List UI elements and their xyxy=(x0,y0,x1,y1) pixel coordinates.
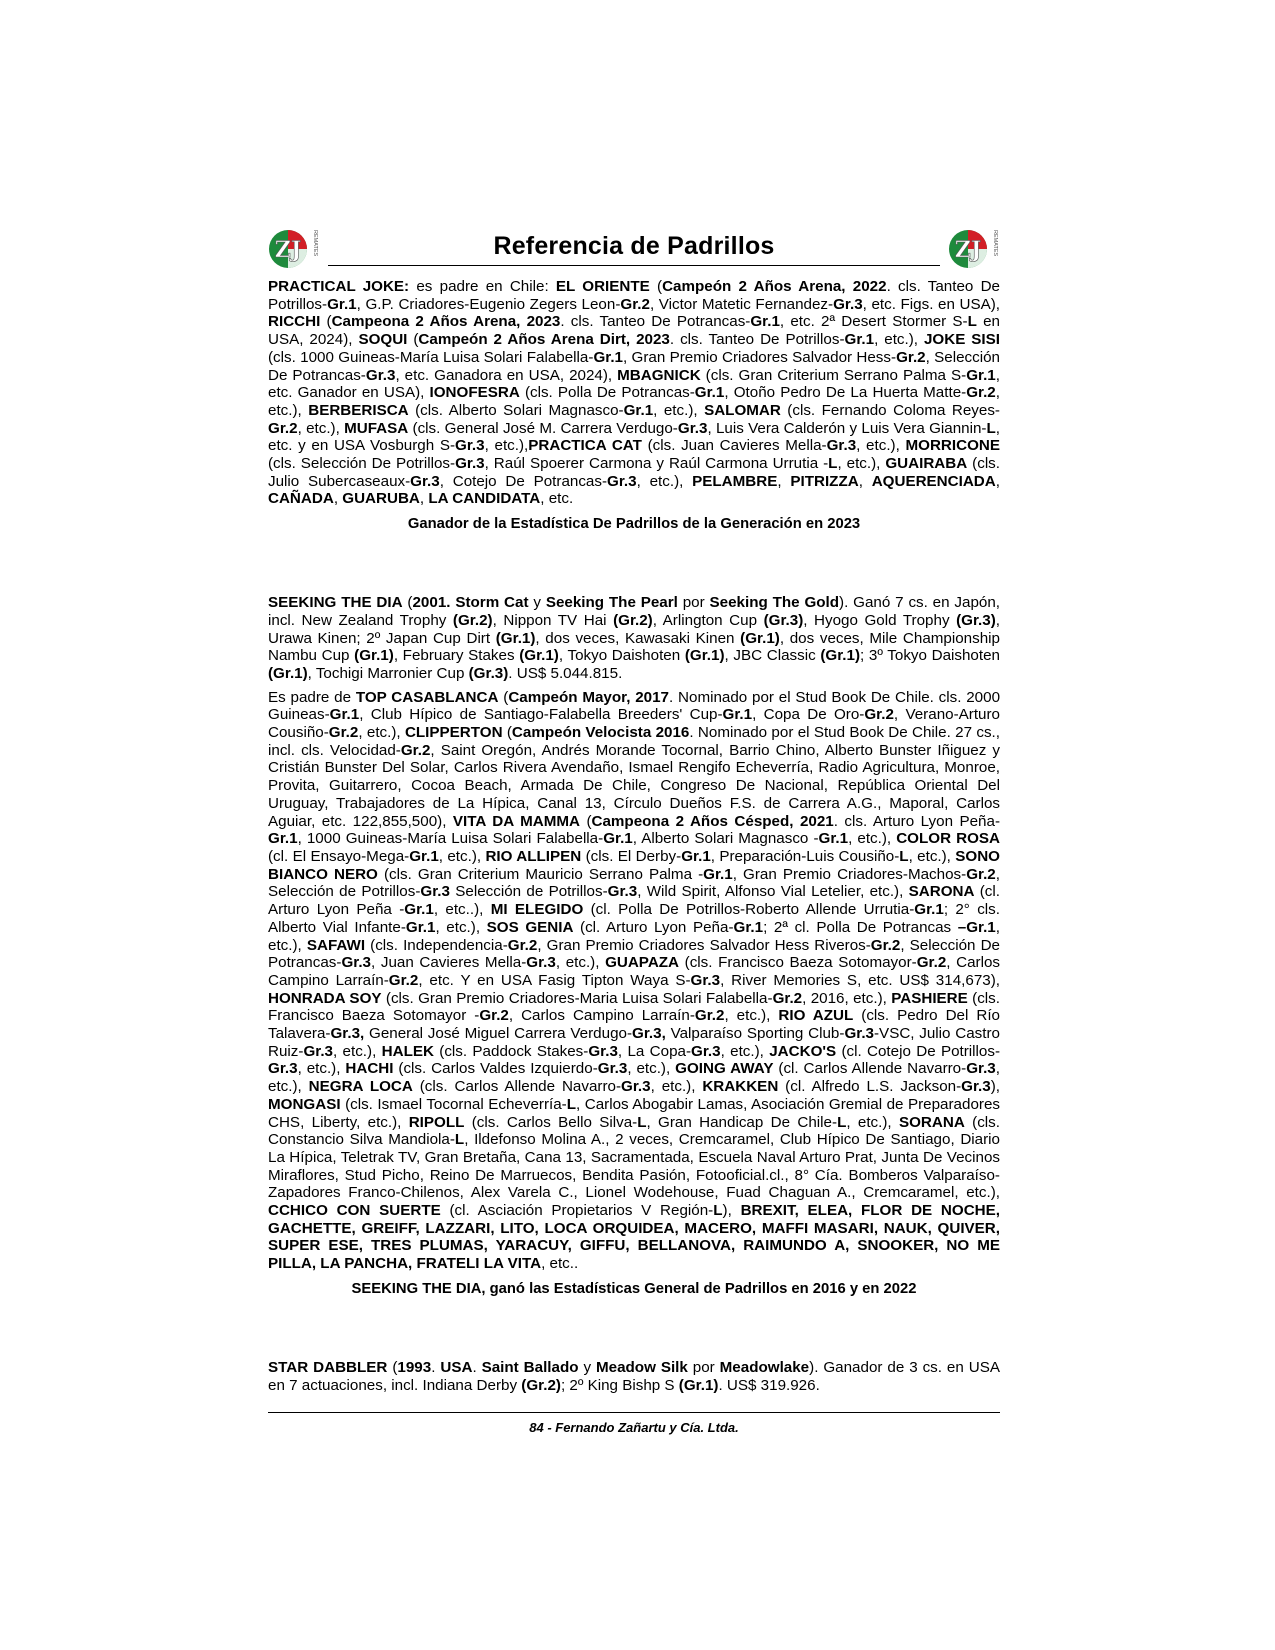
page-footer: 84 - Fernando Zañartu y Cía. Ltda. xyxy=(529,1420,739,1435)
section-seeking-the-dia xyxy=(268,594,1000,1297)
footer-rule xyxy=(268,1412,1000,1413)
statistics-note: Ganador de la Estadística De Padrillos de la Generación en 2023 xyxy=(407,516,861,533)
statistics-note: SEEKING THE DIA, ganó las Estadísticas General de Padrillos en 2016 y en 2022 xyxy=(351,1280,917,1297)
zj-remates-logo xyxy=(268,222,320,270)
header-rule xyxy=(328,265,940,266)
svg-text:REMATES: REMATES xyxy=(992,230,998,257)
page-title: Referencia de Padrillos xyxy=(493,232,775,260)
stallion-paragraph: STAR DABBLER (1993. USA. Saint Ballado y Meadow Silk por Meadowlake). Ganador de 3 cs. en USA en 7 actuaciones, incl. Indiana Derby (Gr.2); 2º King Bishp S (Gr.1). US$ 319.926. xyxy=(268,1358,1000,1394)
stallion-paragraph: PRACTICAL JOKE: es padre en Chile: EL ORIENTE (Campeón 2 Años Arena, 2022. cls. Tanteo De Potrillos-Gr.1, G.P. Criadores-Eugenio Zegers Leon-Gr.2, Victor Matetic Fernandez-Gr.3, etc. Figs. en USA), RICCHI (Campeona 2 Años Arena, 2023. cls. Tanteo De Potrancas-Gr.1, etc. 2ª Desert Stormer S-L en USA, 2024), SOQUI (Campeón 2 Años Arena Dirt, 2023. cls. Tanteo De Potrillos-Gr.1, etc.), JOKE SISI (cls. 1000 Guineas-María Luisa Solari Falabella-Gr.1, Gran Premio Criadores Salvador Hess-Gr.2, Selección De Potrancas-Gr.3, etc. Ganadora en USA, 2024), MBAGNICK (cls. Gran Criterium Serrano Palma S-Gr.1, etc. Ganador en USA), IONOFESRA (cls. Polla De Potrancas-Gr.1, Otoño Pedro De La Huerta Matte-Gr.2, etc.), BERBERISCA (cls. Alberto Solari Magnasco-Gr.1, etc.), SALOMAR (cls. Fernando Coloma Reyes-Gr.2, etc.), MUFASA (cls. General José M. Carrera Verdugo-Gr.3, Luis Vera Calderón y Luis Vera Giannin-L, etc. y en USA Vosburgh S-Gr.3, etc.),PRACTICA CAT (cls. Juan Cavieres Mella-Gr.3, etc.), MORRICONE (cls. Selección De Potrillos-Gr.3, Raúl Spoerer Carmona y Raúl Carmona Urrutia -L, etc.), GUAIRABA (cls. Julio Subercaseaux-Gr.3, Cotejo De Potrancas-Gr.3, etc.), PELAMBRE, PITRIZZA, AQUERENCIADA, CAÑADA, GUARUBA, LA CANDIDATA, etc. xyxy=(268,278,1001,508)
svg-text:REMATES: REMATES xyxy=(312,230,318,257)
progeny-paragraph: Es padre de TOP CASABLANCA (Campeón Mayor, 2017. Nominado por el Stud Book De Chile. cls. 2000 Guineas-Gr.1, Club Hípico de Santiago-Falabella Breeders' Cup-Gr.1, Copa De Oro-Gr.2, Verano-Arturo Cousiño-Gr.2, etc.), CLIPPERTON (Campeón Velocista 2016. Nominado por el Stud Book De Chile. 27 cs., incl. cls. Velocidad-Gr.2, Saint Oregón, Andrés Morande Tocornal, Barrio Chino, Alberto Bunster Iñiguez y Cristián Bunster Del Solar, Carlos Rivera Avendaño, Ismael Rengifo Echeverría, Radio Agricultura, Monroe, Provita, Guitarrero, Cocoa Beach, Armada De Chile, Congreso De Nacional, República Oriental Del Uruguay, Trabajadores de La Hípica, Canal 13, Círculo Dueños F.S. de Carrera A.G., Maporal, Carlos Aguiar, etc. 122,855,500), VITA DA MAMMA (Campeona 2 Años Césped, 2021. cls. Arturo Lyon Peña-Gr.1, 1000 Guineas-María Luisa Solari Falabella-Gr.1, Alberto Solari Magnasco -Gr.1, etc.), COLOR ROSA (cl. El Ensayo-Mega-Gr.1, etc.), RIO ALLIPEN (cls. El Derby-Gr.1, Preparación-Luis Cousiño-L, etc.), SONO BIANCO NERO (cls. Gran Criterium Mauricio Serrano Palma -Gr.1, Gran Premio Criadores-Machos-Gr.2, Selección de Potrillos-Gr.3 Selección de Potrillos-Gr.3, Wild Spirit, Alfonso Vial Letelier, etc.), SARONA (cl. Arturo Lyon Peña -Gr.1, etc..), MI ELEGIDO (cl. Polla De Potrillos-Roberto Allende Urrutia-Gr.1; 2° cls. Alberto Vial Infante-Gr.1, etc.), SOS GENIA (cl. Arturo Lyon Peña-Gr.1; 2ª cl. Polla De Potrancas –Gr.1, etc.), SAFAWI (cls. Independencia-Gr.2, Gran Premio Criadores Salvador Hess Riveros-Gr.2, Selección De Potrancas-Gr.3, Juan Cavieres Mella-Gr.3, etc.), GUAPAZA (cls. Francisco Baeza Sotomayor-Gr.2, Carlos Campino Larraín-Gr.2, etc. Y en USA Fasig Tipton Waya S-Gr.3, River Memories S, etc. US$ 314,673), HONRADA SOY (cls. Gran Premio Criadores-Maria Luisa Solari Falabella-Gr.2, 2016, etc.), PASHIERE (cls. Francisco Baeza Sotomayor -Gr.2, Carlos Campino Larraín-Gr.2, etc.), RIO AZUL (cls. Pedro Del Río Talavera-Gr.3, General José Miguel Carrera Verdugo-Gr.3, Valparaíso Sporting Club-Gr.3-VSC, Julio Castro Ruiz-Gr.3, etc.), HALEK (cls. Paddock Stakes-Gr.3, La Copa-Gr.3, etc.), JACKO'S (cl. Cotejo De Potrillos-Gr.3, etc.), HACHI (cls. Carlos Valdes Izquierdo-Gr.3, etc.), GOING AWAY (cl. Carlos Allende Navarro-Gr.3, etc.), NEGRA LOCA (cls. Carlos Allende Navarro-Gr.3, etc.), KRAKKEN (cl. Alfredo L.S. Jackson-Gr.3), MONGASI (cls. Ismael Tocornal Echeverría-L, Carlos Abogabir Lamas, Asociación Gremial de Preparadores CHS, Liberty, etc.), RIPOLL (cls. Carlos Bello Silva-L, Gran Handicap De Chile-L, etc.), SORANA (cls. Constancio Silva Mandiola-L, Ildefonso Molina A., 2 veces, Cremcaramel, Club Hípico De Santiago, Diario La Hípica, Teletrak TV, Gran Bretaña, Cana 13, Sacramentada, Escuela Naval Arturo Prat, Junta De Vecinos Miraflores, Stud Picho, Reino De Marruecos, Bendita Pasión, Fotooficial.cl., 8° Cía. Bomberos Valparaíso-Zapadores Franco-Chilenos, Alex Varela C., Lionel Wodehouse, Fuad Chaguan A., Cremcaramel, etc.), CCHICO CON SUERTE (cl. Asciación Propietarios V Región-L), BREXIT, ELEA, FLOR DE NOCHE, GACHETTE, GREIFF, LAZZARI, LITO, LOCA ORQUIDEA, MACERO, MAFFI MASARI, NAUK, QUIVER, SUPER ESE, TRES PLUMAS, YARACUY, GIFFU, BELLANOVA, RAIMUNDO A, SNOOKER, NO ME PILLA, LA PANCHA, FRATELI LA VITA, etc.. xyxy=(268,688,1001,1273)
section-practical-joke xyxy=(268,278,1000,532)
svg-text:ZJ: ZJ xyxy=(954,237,982,263)
svg-text:ZJ: ZJ xyxy=(274,237,302,263)
section-star-dabbler xyxy=(268,1359,1000,1394)
document-page xyxy=(268,222,1000,1394)
stallion-paragraph: SEEKING THE DIA (2001. Storm Cat y Seeking The Pearl por Seeking The Gold). Ganó 7 cs. en Japón, incl. New Zealand Trophy (Gr.2), Nippon TV Hai (Gr.2), Arlington Cup (Gr.3), Hyogo Gold Trophy (Gr.3), Urawa Kinen; 2º Japan Cup Dirt (Gr.1), dos veces, Kawasaki Kinen (Gr.1), dos veces, Mile Championship Nambu Cup (Gr.1), February Stakes (Gr.1), Tokyo Daishoten (Gr.1), JBC Classic (Gr.1); 3º Tokyo Daishoten (Gr.1), Tochigi Marronier Cup (Gr.3). US$ 5.044.815. xyxy=(268,594,1001,682)
zj-remates-logo xyxy=(948,222,1000,270)
page-header xyxy=(268,222,1000,278)
